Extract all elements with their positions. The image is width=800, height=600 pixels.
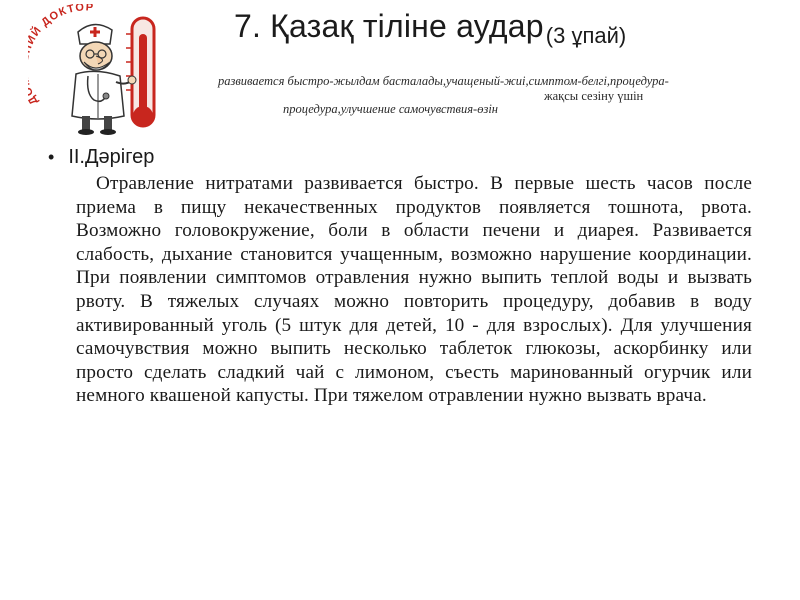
section-heading xyxy=(48,146,154,169)
doctor-figure-icon xyxy=(72,24,136,135)
vocab-line-2: жақсы сезіну үшін xyxy=(544,89,644,103)
slide-title xyxy=(234,8,627,48)
title-points: (3 ұпай) xyxy=(545,23,627,48)
thermometer-icon xyxy=(126,18,154,126)
title-main: 7. Қазақ тіліне аудар xyxy=(234,8,544,44)
bullet-icon: • xyxy=(48,147,55,167)
vocab-line-1: развивается быстро-жылдам басталады,учащеный-жиі,симптом-белгі,процедура- xyxy=(218,74,669,88)
vocab-line-3: процедура,улучшение самочувствия-өзін xyxy=(283,102,499,116)
section-label: ІІ.Дәрігер xyxy=(68,146,155,168)
logo xyxy=(28,4,208,136)
logo-arc-text: Й ДОКТОР xyxy=(29,4,95,39)
body-paragraph: Отравление нитратами развивается быстро. В первые шесть часов после приема в пищу некачественных продуктов появляется тошнота, рвота. Возможно головокружение, боли в области печени и диарея. Развивается слабость, дыхание становится учащенным, возможно нарушение координации. При появлении симптомов отравления нужно выпить теплой воды и вызвать рвоту. В тяжелых случаях можно повторить процедуру, добавив в воду активированный уголь (5 штук для детей, 10 - для взрослых). Для улучшения самочувствия можно выпить несколько таблеток глюкозы, аскорбинку или просто сделать сладкий чай с лимоном, съесть маринованный огурчик или немного квашеной капусты. При тяжелом отравлении нужно вызвать врача. xyxy=(76,173,752,407)
doctor-with-thermometer-icon xyxy=(28,4,208,136)
